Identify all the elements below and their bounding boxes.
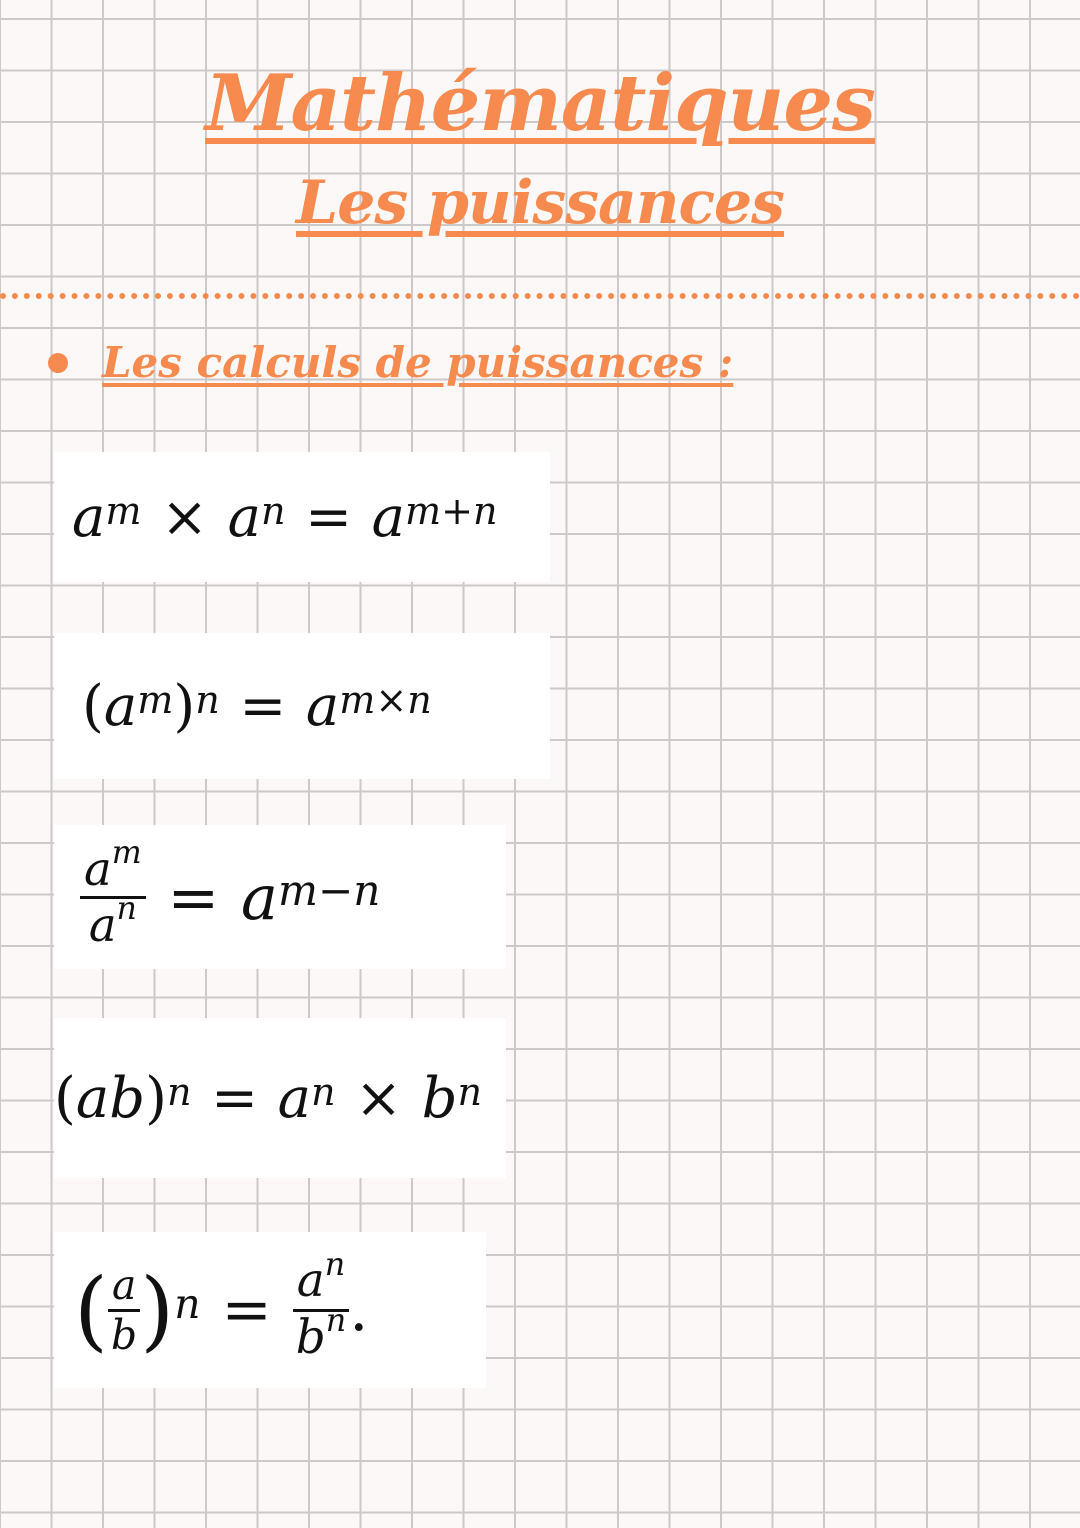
formula-symbol: a [111,1260,137,1309]
bullet-icon [48,353,68,373]
formula-operator: = [167,860,220,934]
formula-quotient-of-powers: $\frac{a^m}{a^n}$ = a $^{m-n}$ [54,825,506,969]
formula-exponent: n [324,1245,346,1284]
formula-symbol: a [84,841,112,896]
formula-product-of-powers: a $^m$ × a $^n$ = a $^{m+n}$ [54,452,550,582]
formula-symbol: b [421,1065,458,1131]
formula-symbol: b [295,1310,326,1365]
formula-fraction [108,1260,140,1359]
formula-operator: × [355,1065,403,1131]
section-heading [48,338,733,387]
formula-symbol: a [305,673,340,739]
formula-exponent: n [116,891,137,928]
formula-symbol: a [227,484,261,550]
formula-operator: = [239,673,287,739]
formula-operator: = [305,484,353,550]
formula-exponent: m [111,835,142,872]
formula-paren: ( [82,673,104,739]
formula-paren: ( [54,1065,76,1131]
formula-symbol: a [72,484,106,550]
formula-paren: ) [145,1065,167,1131]
formula-fraction [80,835,146,952]
formula-symbol: ab [75,1065,146,1131]
formula-paren: ( [74,1258,108,1361]
formula-symbol: a [296,1254,325,1309]
page-subtitle: Les puissances [296,168,784,238]
formula-symbol: b [111,1310,138,1359]
section-heading-text: Les calculs de puissances : [102,338,734,387]
formula-symbol: a [88,897,117,952]
formula-operator: = [211,1065,258,1131]
formula-fraction [293,1245,349,1365]
formula-symbol: a [277,1065,311,1131]
formula-exponent: n [325,1301,347,1340]
formula-symbol: a [103,673,138,739]
formula-symbol: a [241,860,279,934]
formula-power-of-quotient: ( $\frac{a}{b}$ ) $^n$ = $\frac{a^n}{b^n}$ . [54,1232,486,1388]
formula-paren: ) [140,1258,175,1361]
formula-operator: = [221,1275,272,1345]
formula-power-of-power: ( a $^m$ ) $^n$ = a $^{m\times n}$ [54,633,550,779]
formula-paren: ) [173,673,196,739]
dotted-divider [0,293,1080,299]
formula-trailing-dot: . [349,1275,369,1345]
formula-symbol: a [371,484,406,550]
page-title: Mathématiques [205,58,875,149]
formula-power-of-product: ( ab ) $^n$ = a $^n$ × b $^n$ [54,1018,506,1178]
formula-operator: × [161,484,209,550]
